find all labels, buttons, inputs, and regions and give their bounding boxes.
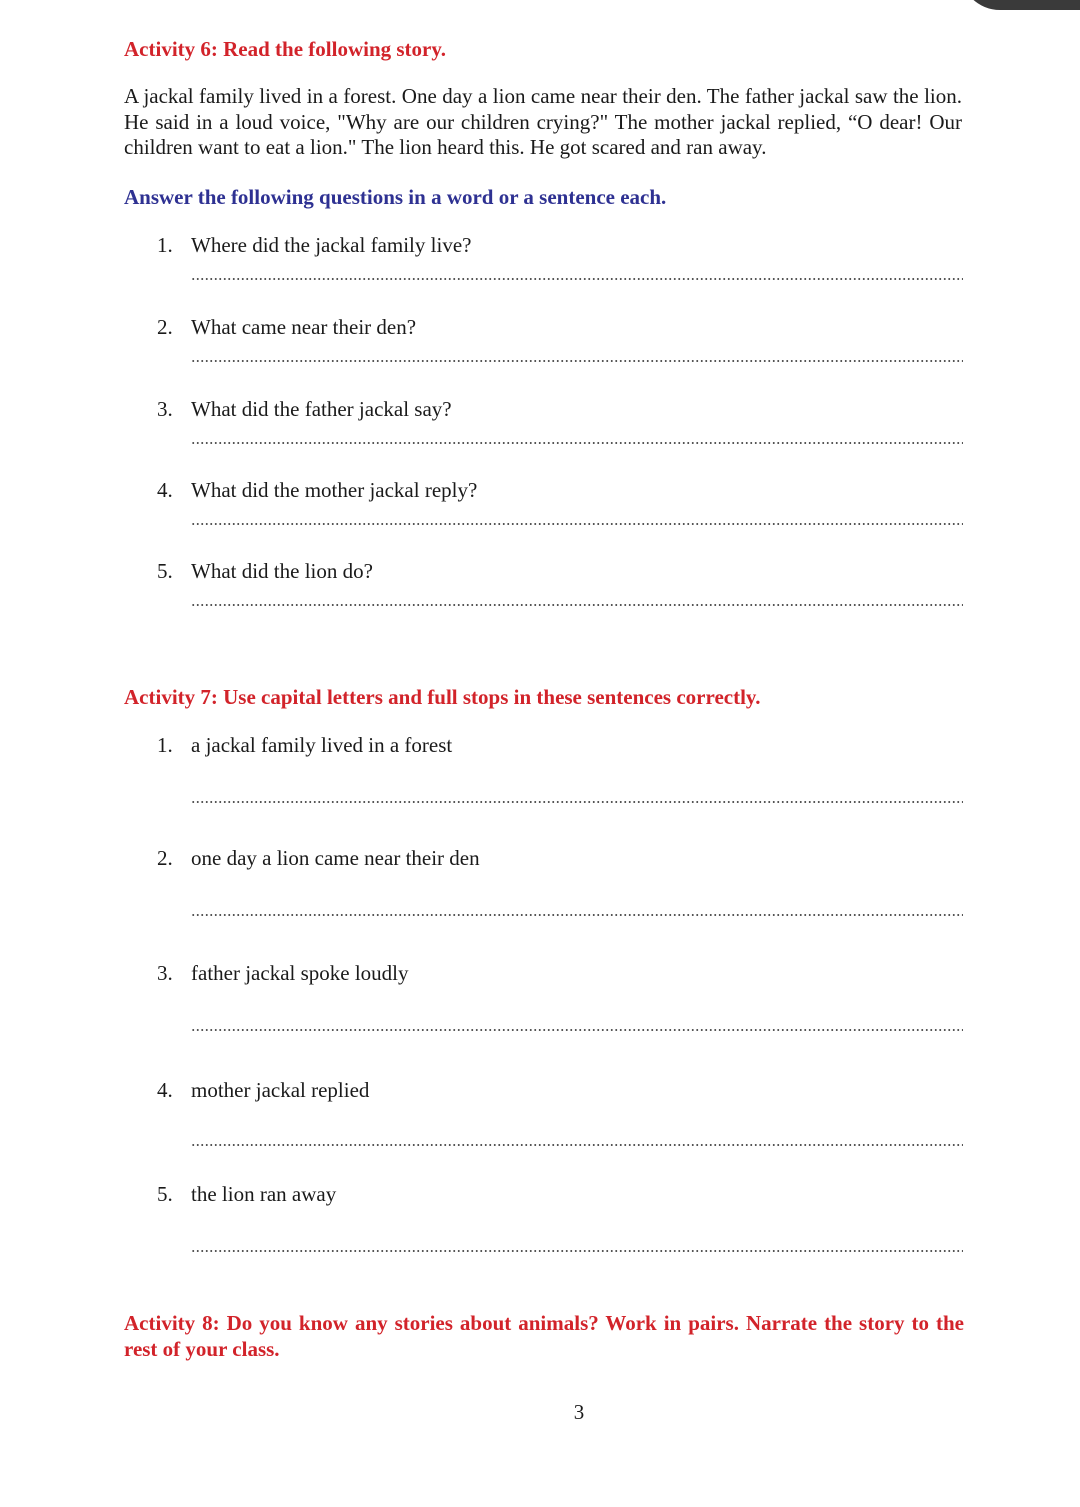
sentence-1 [157, 732, 452, 758]
page-number: 3 [573, 1400, 585, 1424]
story-paragraph: A jackal family lived in a forest. One day a lion came near their den. The father jackal saw the lion. He said in a loud voice, "Why are our children crying?" The mother jackal replied, “O dear! Our children want to eat a lion." The lion heard this. He got scared and ran away. [124, 84, 962, 159]
sentence-number: 4. [157, 1078, 173, 1102]
rewrite-line-3[interactable] [191, 1029, 963, 1031]
sentence-3 [157, 960, 409, 986]
answer-line-2[interactable] [191, 360, 963, 362]
sentence-text: one day a lion came near their den [191, 846, 480, 870]
question-text: What did the father jackal say? [191, 397, 452, 421]
sentence-number: 3. [157, 961, 173, 985]
question-text: What did the mother jackal reply? [191, 478, 478, 502]
sentence-number: 2. [157, 846, 173, 870]
answer-instruction: Answer the following questions in a word or a sentence each. [124, 185, 667, 209]
sentence-text: mother jackal replied [191, 1078, 370, 1102]
activity-6-heading: Activity 6: Read the following story. [124, 37, 446, 61]
answer-line-3[interactable] [191, 442, 963, 444]
activity-8-heading: Activity 8: Do you know any stories about animals? Work in pairs. Narrate the story to the rest of your class. [124, 1311, 964, 1361]
activity-7-heading: Activity 7: Use capital letters and full stops in these sentences correctly. [124, 685, 761, 709]
question-2 [157, 314, 416, 340]
sentence-text: father jackal spoke loudly [191, 961, 409, 985]
sentence-text: a jackal family lived in a forest [191, 733, 453, 757]
sentence-text: the lion ran away [191, 1182, 337, 1206]
sentence-number: 1. [157, 733, 173, 757]
question-1 [157, 232, 471, 258]
question-text: What did the lion do? [191, 559, 373, 583]
sentence-number: 5. [157, 1182, 173, 1206]
answer-line-5[interactable] [191, 604, 963, 606]
question-number: 2. [157, 315, 173, 339]
rewrite-line-1[interactable] [191, 801, 963, 803]
answer-line-4[interactable] [191, 523, 963, 525]
rewrite-line-5[interactable] [191, 1250, 963, 1252]
sentence-4 [157, 1077, 369, 1103]
question-4 [157, 477, 477, 503]
sentence-2 [157, 845, 480, 871]
rewrite-line-2[interactable] [191, 914, 963, 916]
question-text: Where did the jackal family live? [191, 233, 472, 257]
answer-line-1[interactable] [191, 278, 963, 280]
rewrite-line-4[interactable] [191, 1144, 963, 1146]
question-number: 4. [157, 478, 173, 502]
sentence-5 [157, 1181, 336, 1207]
question-number: 3. [157, 397, 173, 421]
question-5 [157, 558, 373, 584]
page-corner-shadow [960, 0, 1080, 10]
question-text: What came near their den? [191, 315, 417, 339]
question-number: 1. [157, 233, 173, 257]
question-3 [157, 396, 452, 422]
question-number: 5. [157, 559, 173, 583]
